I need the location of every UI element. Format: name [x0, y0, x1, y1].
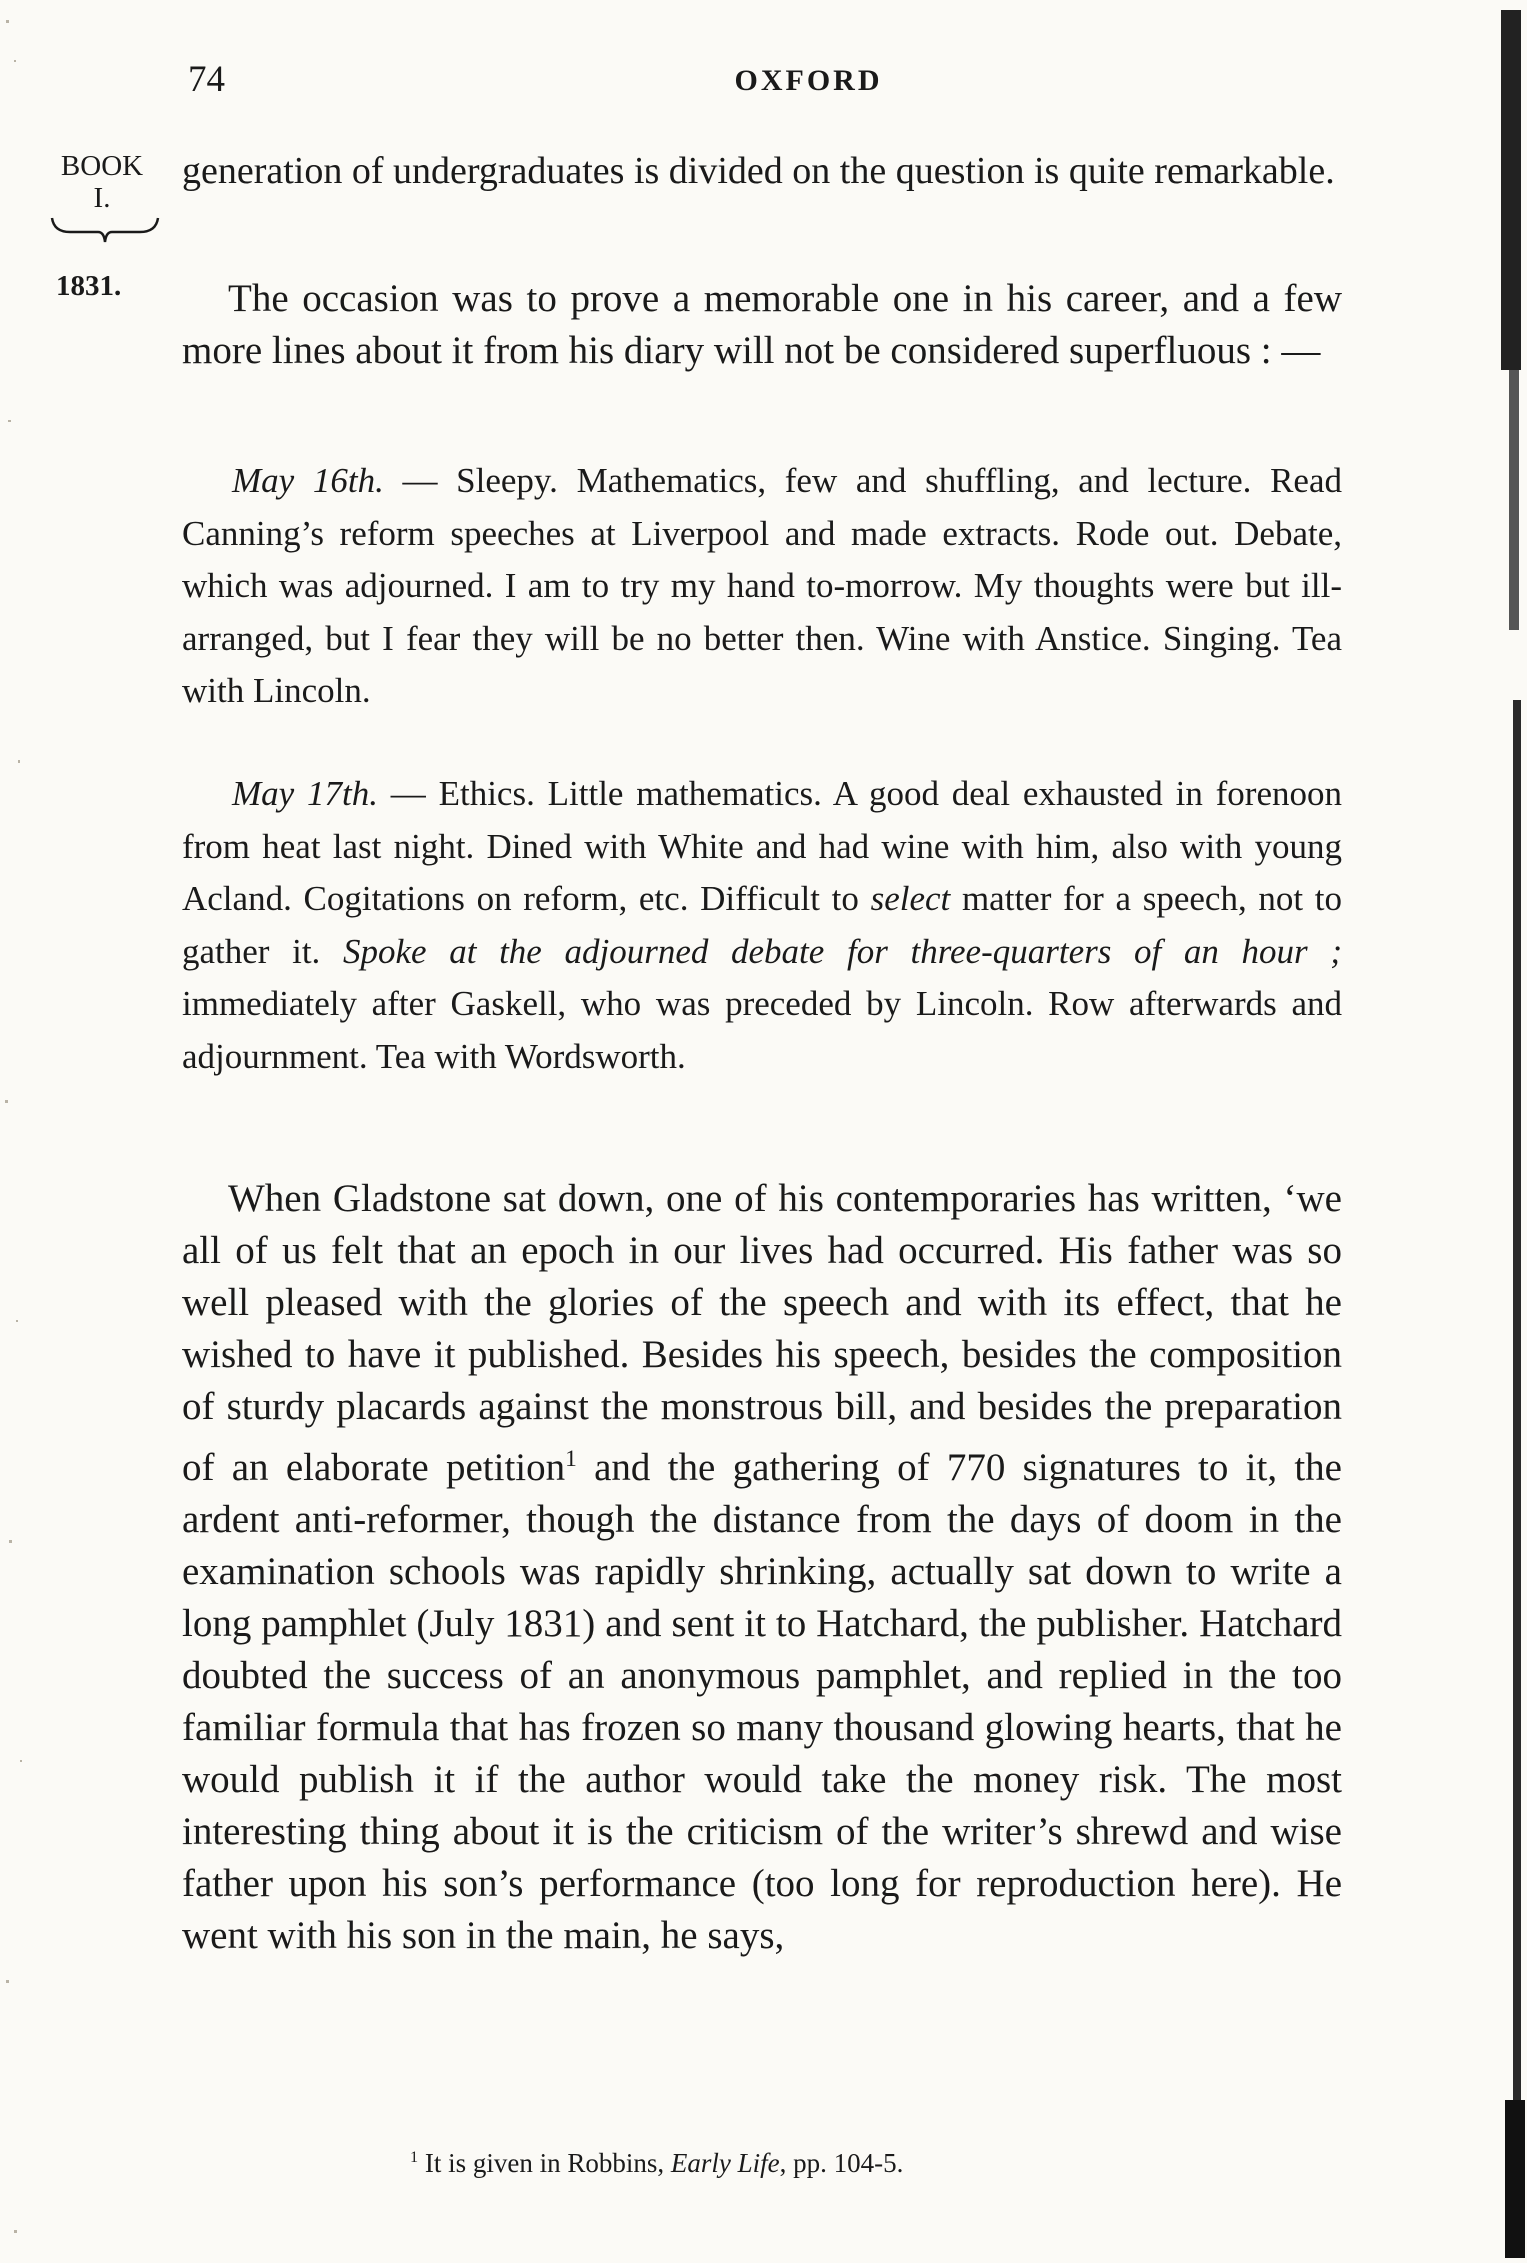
footnote-text: , pp. 104-5. — [779, 2148, 904, 2178]
margin-brace — [50, 212, 160, 246]
diary-spoke-phrase: Spoke at the adjourned debate for three-quarters of an hour ; — [342, 931, 1342, 971]
margin-book-label — [46, 150, 158, 214]
diary-entry-may-17 — [182, 768, 1342, 1083]
diary-text: matter for a speech, not to gather it. — [182, 879, 1343, 971]
paragraph-text: and the gathering of 770 signatures to it, the ardent anti-reformer, though the distance from the days of doom in the examination schools was rapidly shrinking, actually sat down to write a long pamphlet (July 1831) and sent it to Hatchard, the publisher. Hatchard doubted the success of an anonymous pamphlet, and replied in the too familiar formula that has frozen so many thousand glowing hearts, that he would publish it if the author would take the money risk. The most interesting thing about it is the criticism of the writer’s shrewd and wise father upon his son’s performance (too long for reproduction here). He went with his son in the main, he says, — [182, 1446, 1342, 1957]
left-edge-speckle — [0, 0, 40, 2258]
footnote-reference: 1 — [565, 1446, 577, 1472]
page-edge-shadow — [1487, 0, 1527, 2258]
book-number: I. — [93, 182, 111, 214]
diary-text: — Ethics. Little mathematics. A good deal exhausted in forenoon from heat last night. Dined with White and had wine with him, also with young Acland. Cogitations on reform, etc. Difficult to — [182, 774, 1342, 918]
footnote-title: Early Life — [670, 2148, 780, 2178]
paragraph-gladstone — [182, 1173, 1342, 1962]
footnote-text: It is given in Robbins, — [418, 2148, 671, 2178]
diary-date: May 16th. — [232, 461, 384, 500]
running-title: OXFORD — [734, 64, 883, 97]
diary-entry-may-16 — [182, 455, 1342, 718]
footnote — [410, 2148, 903, 2179]
margin-year: 1831. — [56, 270, 122, 302]
paragraph-occasion: The occasion was to prove a memorable one in his career, and a few more lines about it from his diary will not be considered superfluous : — — [182, 277, 1342, 372]
paragraph-text: When Gladstone sat down, one of his contemporaries has written, ‘we all of us felt that an epoch in our lives had occurred. His father was so well pleased with the glories of the speech and with its effect, that he wished to have it published. Besides his speech, besides the composition of sturdy placards against the monstrous bill, and besides the preparation of an elaborate petition — [182, 1177, 1342, 1489]
page-number: 74 — [188, 59, 225, 100]
footnote-mark: 1 — [410, 2148, 419, 2166]
diary-select-word: select — [870, 879, 951, 918]
intro-paragraph: generation of undergraduates is divided on the question is quite remarkable. — [182, 150, 1335, 192]
diary-text: immediately after Gaskell, who was preceded by Lincoln. Row afterwards and adjournment. Tea with Wordsworth. — [182, 984, 1342, 1076]
diary-date: May 17th. — [232, 774, 378, 813]
diary-text: — Sleepy. Mathematics, few and shuffling, and lecture. Read Canning’s reform speeches at Liverpool and made extracts. Rode out. Debate, which was adjourned. I am to try my hand to-morrow. My thoughts were but ill-arranged, but I fear they will be no better then. Wine with Anstice. Singing. Tea with Lincoln. — [182, 461, 1343, 710]
book-label: BOOK — [60, 150, 144, 182]
